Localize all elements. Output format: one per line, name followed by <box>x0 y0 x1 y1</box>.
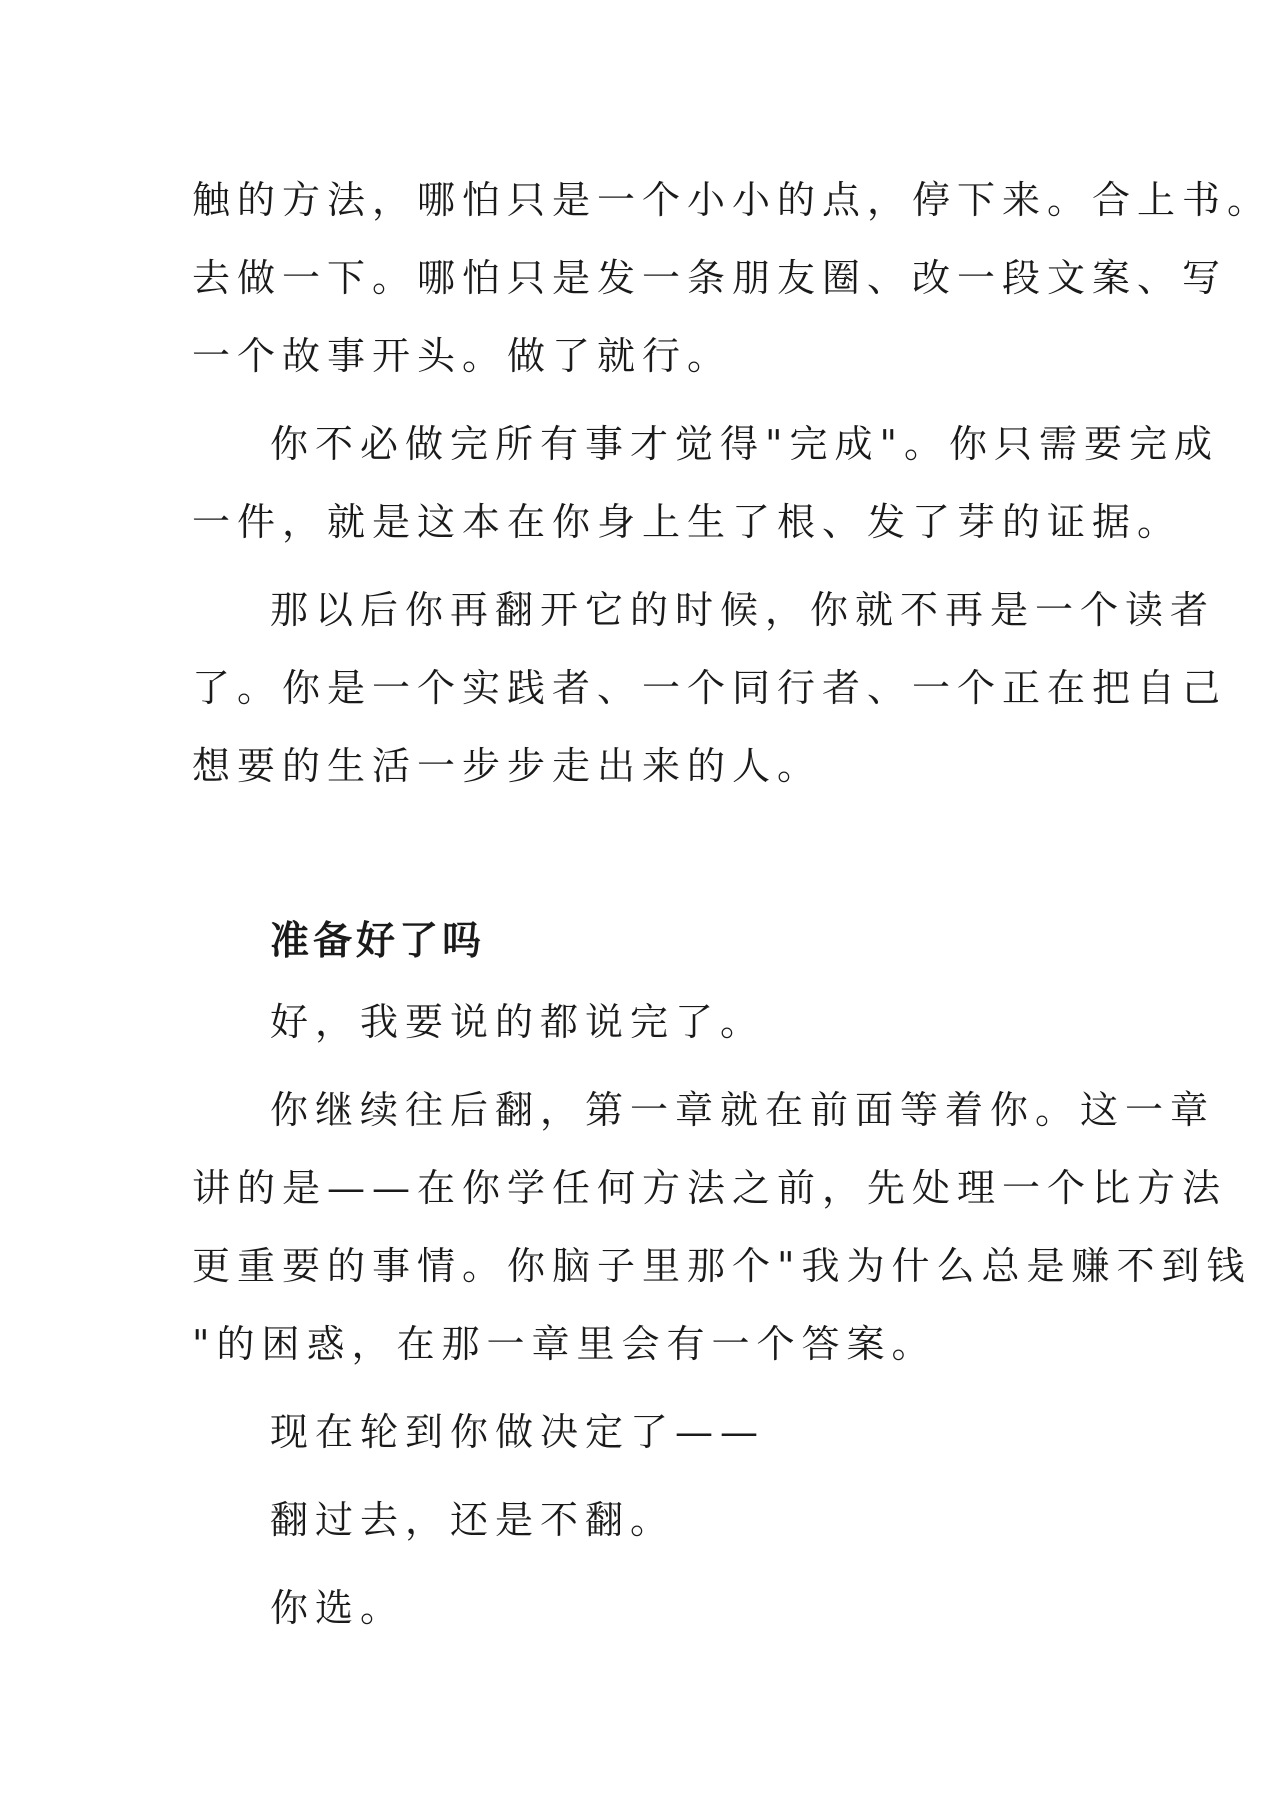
paragraph-line: 讲的是——在你学任何方法之前，先处理一个比方法 <box>192 1166 1228 1210</box>
paragraph-line: 触的方法，哪怕只是一个小小的点，停下来。合上书。 <box>192 178 1273 222</box>
paragraph-line: 你选。 <box>270 1586 406 1630</box>
paragraph-line: 想要的生活一步步走出来的人。 <box>192 744 823 788</box>
paragraph-line: 一件，就是这本在你身上生了根、发了芽的证据。 <box>192 500 1183 544</box>
paragraph-line: 一个故事开头。做了就行。 <box>192 334 733 378</box>
paragraph-line: 好，我要说的都说完了。 <box>270 1000 766 1044</box>
paragraph-line: 翻过去，还是不翻。 <box>270 1498 676 1542</box>
paragraph-line: 你不必做完所有事才觉得"完成"。你只需要完成 <box>270 422 1219 466</box>
paragraph-line: "的困惑，在那一章里会有一个答案。 <box>192 1322 937 1366</box>
paragraph-line: 更重要的事情。你脑子里那个"我为什么总是赚不到钱 <box>192 1244 1252 1288</box>
paragraph-line: 那以后你再翻开它的时候，你就不再是一个读者 <box>270 588 1216 632</box>
section-heading: 准备好了吗 <box>270 919 486 964</box>
paragraph-line: 你继续往后翻，第一章就在前面等着你。这一章 <box>270 1088 1216 1132</box>
paragraph-line: 现在轮到你做决定了—— <box>270 1410 766 1454</box>
paragraph-line: 去做一下。哪怕只是发一条朋友圈、改一段文案、写 <box>192 256 1228 300</box>
paragraph-line: 了。你是一个实践者、一个同行者、一个正在把自己 <box>192 666 1228 710</box>
